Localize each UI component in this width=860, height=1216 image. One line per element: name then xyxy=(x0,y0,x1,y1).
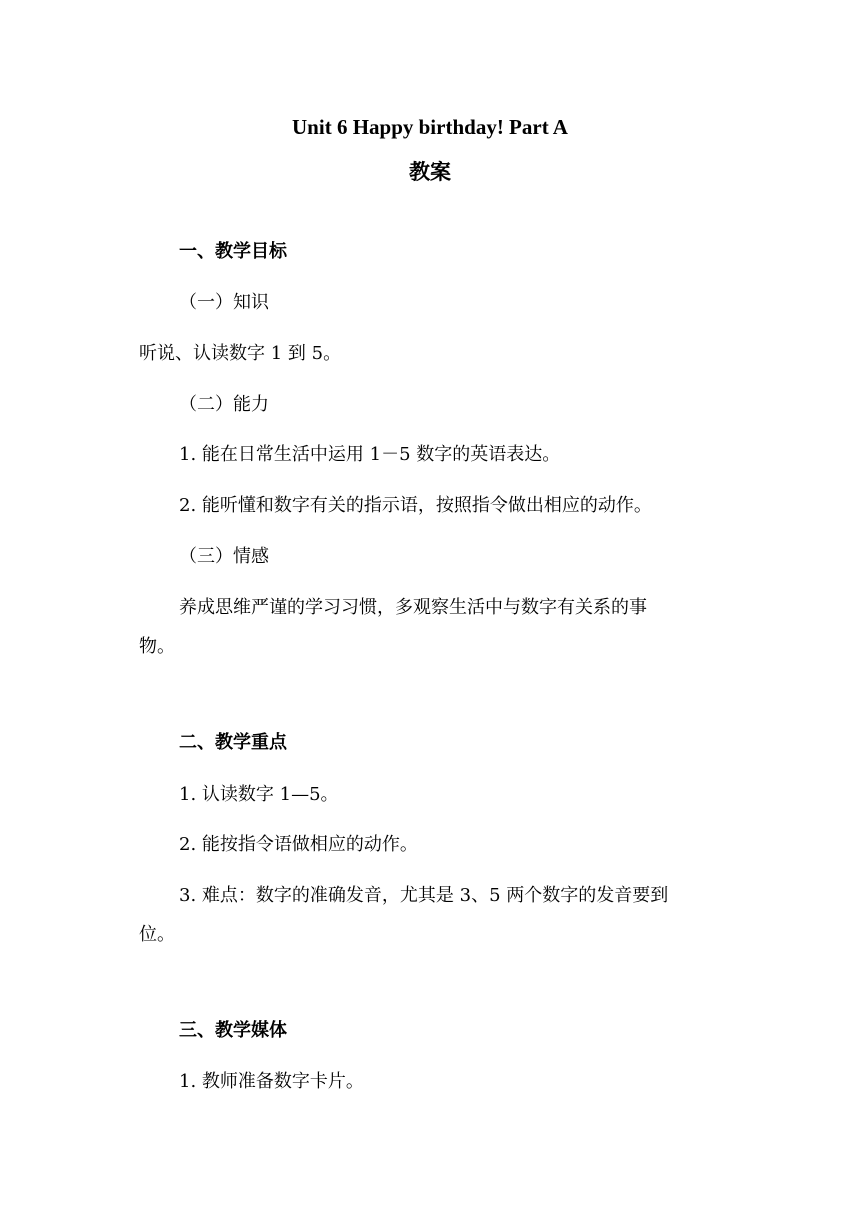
document-title: Unit 6 Happy birthday! Part A xyxy=(292,115,568,139)
key-point-item-3: 3. 难点：数字的准确发音，尤其是 3、5 两个数字的发音要到 xyxy=(179,885,669,906)
section-heading-media: 三、教学媒体 xyxy=(179,1020,287,1041)
ability-item-2: 2. 能听懂和数字有关的指示语，按照指令做出相应的动作。 xyxy=(179,495,652,516)
key-point-item-1: 1. 认读数字 1—5。 xyxy=(179,784,339,805)
document-subtitle: 教案 xyxy=(409,159,451,184)
emotion-text-line-2: 物。 xyxy=(139,636,175,657)
subheading-ability: （二）能力 xyxy=(179,394,269,415)
section-heading-key-points: 二、教学重点 xyxy=(179,732,287,753)
ability-item-1: 1. 能在日常生活中运用 1－5 数字的英语表达。 xyxy=(179,444,561,465)
section-heading-objectives: 一、教学目标 xyxy=(179,241,287,262)
key-point-item-3-line-2: 位。 xyxy=(139,924,175,945)
emotion-text-line-1: 养成思维严谨的学习习惯，多观察生活中与数字有关系的事 xyxy=(179,597,647,618)
media-item-1: 1. 教师准备数字卡片。 xyxy=(179,1071,364,1092)
subheading-emotion: （三）情感 xyxy=(179,546,269,567)
subheading-knowledge: （一）知识 xyxy=(179,292,269,313)
key-point-item-2: 2. 能按指令语做相应的动作。 xyxy=(179,834,418,855)
knowledge-text: 听说、认读数字 1 到 5。 xyxy=(139,343,342,364)
